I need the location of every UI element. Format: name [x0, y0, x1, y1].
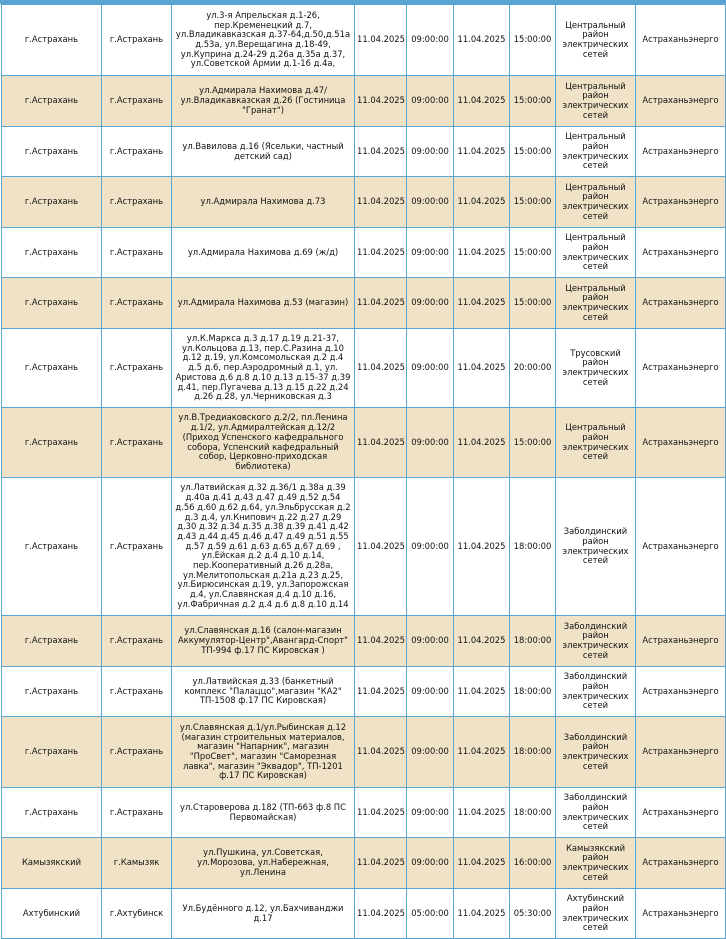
district-cell: г.Астрахань	[2, 329, 102, 408]
end-date-cell: 11.04.2025	[454, 329, 510, 408]
district-cell: г.Астрахань	[2, 788, 102, 838]
company-cell: Астраханьэнерго	[636, 616, 726, 667]
address-cell: ул.Староверова д.182 (ТП-663 ф.8 ПС Первомайская)	[172, 788, 355, 838]
start-date-cell: 11.04.2025	[355, 228, 407, 278]
table-row	[2, 616, 726, 667]
table-body	[2, 5, 726, 939]
company-cell: Астраханьэнерго	[636, 329, 726, 408]
locality-cell: г.Астрахань	[102, 717, 172, 788]
district-cell: г.Астрахань	[2, 177, 102, 228]
network-division-cell: Заболдинский район электрических сетей	[556, 667, 636, 717]
end-date-cell: 11.04.2025	[454, 127, 510, 177]
address-cell: ул.Латвийская д.33 (банкетный комплекс "Палаццо",магазин "КА2" ТП-1508 ф.17 ПС Кировская)	[172, 667, 355, 717]
end-date-cell: 11.04.2025	[454, 889, 510, 939]
end-time-cell: 20:00:00	[510, 329, 556, 408]
network-division-cell: Заболдинский район электрических сетей	[556, 616, 636, 667]
end-date-cell: 11.04.2025	[454, 788, 510, 838]
start-time-cell: 09:00:00	[407, 329, 454, 408]
network-division-cell: Центральный район электрических сетей	[556, 76, 636, 127]
start-date-cell: 11.04.2025	[355, 329, 407, 408]
start-date-cell: 11.04.2025	[355, 616, 407, 667]
start-date-cell: 11.04.2025	[355, 127, 407, 177]
table-row	[2, 177, 726, 228]
start-time-cell: 05:00:00	[407, 889, 454, 939]
company-cell: Астраханьэнерго	[636, 889, 726, 939]
end-time-cell: 15:00:00	[510, 278, 556, 329]
end-time-cell: 15:00:00	[510, 228, 556, 278]
start-date-cell: 11.04.2025	[355, 76, 407, 127]
locality-cell: г.Астрахань	[102, 278, 172, 329]
network-division-cell: Центральный район электрических сетей	[556, 127, 636, 177]
end-date-cell: 11.04.2025	[454, 228, 510, 278]
end-time-cell: 15:00:00	[510, 76, 556, 127]
company-cell: Астраханьэнерго	[636, 228, 726, 278]
start-date-cell: 11.04.2025	[355, 788, 407, 838]
table-row	[2, 717, 726, 788]
start-date-cell: 11.04.2025	[355, 838, 407, 889]
end-time-cell: 18:00:00	[510, 616, 556, 667]
start-time-cell: 09:00:00	[407, 228, 454, 278]
district-cell: г.Астрахань	[2, 127, 102, 177]
company-cell: Астраханьэнерго	[636, 76, 726, 127]
end-date-cell: 11.04.2025	[454, 478, 510, 616]
address-cell: ул.В.Тредиаковского д.2/2, пл.Ленина д.1/2, ул.Адмиралтейская д.12/2 (Приход Успенского кафедрального собора, Успенский кафедральный собор, Церковно-приходская библиотека)	[172, 408, 355, 478]
start-time-cell: 09:00:00	[407, 408, 454, 478]
network-division-cell: Ахтубинский район электрических сетей	[556, 889, 636, 939]
end-time-cell: 05:30:00	[510, 889, 556, 939]
table-row	[2, 228, 726, 278]
end-date-cell: 11.04.2025	[454, 177, 510, 228]
company-cell: Астраханьэнерго	[636, 838, 726, 889]
end-time-cell: 18:00:00	[510, 667, 556, 717]
company-cell: Астраханьэнерго	[636, 5, 726, 76]
start-date-cell: 11.04.2025	[355, 667, 407, 717]
company-cell: Астраханьэнерго	[636, 788, 726, 838]
district-cell: Камызякский	[2, 838, 102, 889]
table-row	[2, 5, 726, 76]
end-time-cell: 18:00:00	[510, 478, 556, 616]
address-cell: ул.Адмирала Нахимова д.73	[172, 177, 355, 228]
address-cell: ул.Латвийская д.32 д.36/1 д.38а д.39 д.40а д.41 д.43 д.47 д.49 д.52 д.54 д.56 д.60 д.62 д.64, ул.Эльбрусская д.2 д.3 д.4, ул.Книпович д.22 д.27 д.29 д.30 д.32 д.34 д.35 д.38 д.39 д.41 д.42 д.43 д.44 д.45 д.46 д.47 д.49 д.51 д.55 д.57 д.59 д.61 д.63 д.65 д.67 д.69 , ул.Ейская д.2 д.4 д.10 д.14, пер.Кооперативный д.26 д.28а, ул.Мелитопольская д.21а д.23 д.25, ул.Бирюсинская д.19, ул.Запорожская д.4, ул.Славянская д.4 д.10 д.16, ул.Фабричная д.2 д.4 д.6 д.8 д.10 д.14	[172, 478, 355, 616]
locality-cell: г.Астрахань	[102, 228, 172, 278]
locality-cell: г.Астрахань	[102, 329, 172, 408]
start-time-cell: 09:00:00	[407, 788, 454, 838]
start-time-cell: 09:00:00	[407, 5, 454, 76]
start-date-cell: 11.04.2025	[355, 717, 407, 788]
network-division-cell: Заболдинский район электрических сетей	[556, 478, 636, 616]
start-time-cell: 09:00:00	[407, 616, 454, 667]
locality-cell: г.Астрахань	[102, 667, 172, 717]
network-division-cell: Заболдинский район электрических сетей	[556, 788, 636, 838]
outage-schedule-table	[1, 4, 726, 939]
address-cell: ул.Адмирала Нахимова д.47/ ул.Владикавказская д.26 (Гостиница "Гранат")	[172, 76, 355, 127]
district-cell: г.Астрахань	[2, 478, 102, 616]
locality-cell: г.Астрахань	[102, 408, 172, 478]
locality-cell: г.Астрахань	[102, 5, 172, 76]
locality-cell: г.Астрахань	[102, 76, 172, 127]
table-row	[2, 838, 726, 889]
end-time-cell: 15:00:00	[510, 408, 556, 478]
start-time-cell: 09:00:00	[407, 177, 454, 228]
company-cell: Астраханьэнерго	[636, 717, 726, 788]
start-date-cell: 11.04.2025	[355, 408, 407, 478]
table-row	[2, 329, 726, 408]
district-cell: г.Астрахань	[2, 278, 102, 329]
start-date-cell: 11.04.2025	[355, 278, 407, 329]
company-cell: Астраханьэнерго	[636, 667, 726, 717]
company-cell: Астраханьэнерго	[636, 408, 726, 478]
end-date-cell: 11.04.2025	[454, 616, 510, 667]
locality-cell: г.Астрахань	[102, 788, 172, 838]
table-row	[2, 889, 726, 939]
table-row	[2, 76, 726, 127]
district-cell: Ахтубинский	[2, 889, 102, 939]
end-date-cell: 11.04.2025	[454, 76, 510, 127]
locality-cell: г.Астрахань	[102, 616, 172, 667]
network-division-cell: Камызякский район электрических сетей	[556, 838, 636, 889]
locality-cell: г.Камызяк	[102, 838, 172, 889]
address-cell: ул.Адмирала Нахимова д.69 (ж/д)	[172, 228, 355, 278]
start-time-cell: 09:00:00	[407, 127, 454, 177]
district-cell: г.Астрахань	[2, 5, 102, 76]
start-time-cell: 09:00:00	[407, 76, 454, 127]
end-time-cell: 15:00:00	[510, 177, 556, 228]
table-row	[2, 278, 726, 329]
table-row	[2, 127, 726, 177]
end-time-cell: 15:00:00	[510, 5, 556, 76]
end-date-cell: 11.04.2025	[454, 667, 510, 717]
table-row	[2, 408, 726, 478]
address-cell: ул.Вавилова д.16 (Ясельки, частный детский сад)	[172, 127, 355, 177]
network-division-cell: Заболдинский район электрических сетей	[556, 717, 636, 788]
start-time-cell: 09:00:00	[407, 667, 454, 717]
start-time-cell: 09:00:00	[407, 278, 454, 329]
start-date-cell: 11.04.2025	[355, 5, 407, 76]
table-row	[2, 667, 726, 717]
locality-cell: г.Астрахань	[102, 177, 172, 228]
address-cell: ул.3-я Апрельская д.1-26, пер.Кременецкий д.7, ул.Владикавказская д.37-64,д.50,д.51а д.53а, ул.Верещагина д.18-49, ул.Куприна д.24-29 д.26а д.35а д.37, ул.Советской Армии д.1-16 д.4а,	[172, 5, 355, 76]
end-time-cell: 16:00:00	[510, 838, 556, 889]
start-time-cell: 09:00:00	[407, 478, 454, 616]
district-cell: г.Астрахань	[2, 408, 102, 478]
address-cell: Ул.Будённого д.12, ул.Бахчиванджи д.17	[172, 889, 355, 939]
address-cell: ул.Адмирала Нахимова д.53 (магазин)	[172, 278, 355, 329]
end-time-cell: 18:00:00	[510, 717, 556, 788]
company-cell: Астраханьэнерго	[636, 127, 726, 177]
district-cell: г.Астрахань	[2, 667, 102, 717]
end-date-cell: 11.04.2025	[454, 717, 510, 788]
end-date-cell: 11.04.2025	[454, 278, 510, 329]
start-time-cell: 09:00:00	[407, 717, 454, 788]
locality-cell: г.Астрахань	[102, 478, 172, 616]
network-division-cell: Центральный район электрических сетей	[556, 228, 636, 278]
address-cell: ул.Славянская д.16 (салон-магазин Аккумулятор-Центр",Авангард-Спорт" ТП-994 ф.17 ПС Кировская )	[172, 616, 355, 667]
address-cell: ул.Пушкина, ул.Советская, ул.Морозова, ул.Набережная, ул.Ленина	[172, 838, 355, 889]
network-division-cell: Центральный район электрических сетей	[556, 5, 636, 76]
network-division-cell: Центральный район электрических сетей	[556, 177, 636, 228]
address-cell: ул.К.Маркса д.3 д.17 д.19 д.21-37, ул.Кольцова д.13, пер.С.Разина д.10 д.12 д.19, ул.Комсомольская д.2 д.4 д.5 д.6, пер.Аэродромный д.1, ул. Аристова д.6 д.8 д.10 д.13 д.15-37 д.39 д.41, пер.Пугачева д.13 д.15 д.22 д.24 д.26 д.28, ул.Черниковская д.3	[172, 329, 355, 408]
table-row	[2, 478, 726, 616]
district-cell: г.Астрахань	[2, 76, 102, 127]
end-time-cell: 15:00:00	[510, 127, 556, 177]
start-date-cell: 11.04.2025	[355, 478, 407, 616]
start-date-cell: 11.04.2025	[355, 889, 407, 939]
company-cell: Астраханьэнерго	[636, 278, 726, 329]
end-time-cell: 18:00:00	[510, 788, 556, 838]
end-date-cell: 11.04.2025	[454, 838, 510, 889]
network-division-cell: Центральный район электрических сетей	[556, 278, 636, 329]
end-date-cell: 11.04.2025	[454, 408, 510, 478]
address-cell: ул.Славянская д.1/ул.Рыбинская д.12 (магазин строительных материалов, магазин "Напарник", магазин "ПроСвет", магазин "Саморезная лавка", магазин "Эквадор", ТП-1201 ф.17 ПС Кировская)	[172, 717, 355, 788]
locality-cell: г.Астрахань	[102, 127, 172, 177]
end-date-cell: 11.04.2025	[454, 5, 510, 76]
network-division-cell: Трусовский район электрических сетей	[556, 329, 636, 408]
district-cell: г.Астрахань	[2, 228, 102, 278]
company-cell: Астраханьэнерго	[636, 177, 726, 228]
start-time-cell: 09:00:00	[407, 838, 454, 889]
locality-cell: г.Ахтубинск	[102, 889, 172, 939]
company-cell: Астраханьэнерго	[636, 478, 726, 616]
district-cell: г.Астрахань	[2, 616, 102, 667]
network-division-cell: Центральный район электрических сетей	[556, 408, 636, 478]
district-cell: г.Астрахань	[2, 717, 102, 788]
table-row	[2, 788, 726, 838]
start-date-cell: 11.04.2025	[355, 177, 407, 228]
